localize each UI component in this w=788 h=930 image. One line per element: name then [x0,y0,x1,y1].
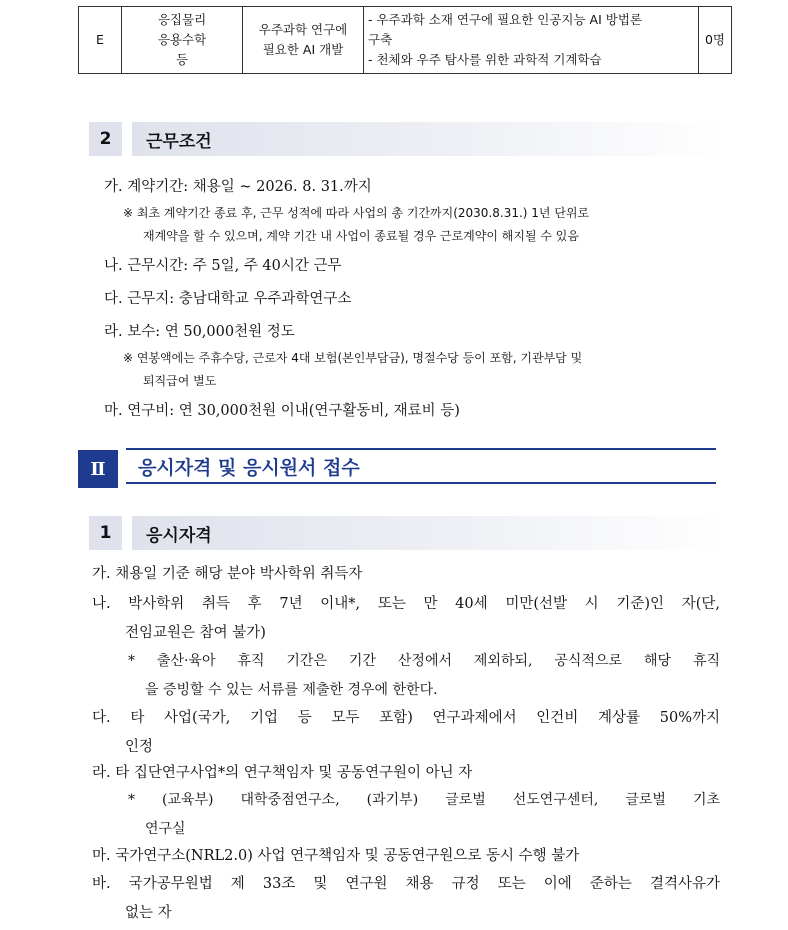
eligibility-item-text: 없는 자 [125,905,172,921]
field-line: 등 [175,52,189,67]
work-location: 다. 근무지: 충남대학교 우주과학연구소 [104,291,352,307]
section-header-eligibility [89,516,728,550]
eligibility-note-text: * 출산·육아 휴직 기간은 기간 산정에서 제외하되, 공식적으로 해당 휴직 [128,653,720,669]
chapter-header-eligibility [78,448,718,490]
salary: 라. 보수: 연 50,000천원 정도 [104,324,295,340]
eligibility-item [92,560,720,589]
eligibility-note-text: 을 증빙할 수 있는 서류를 제출한 경우에 한한다. [145,682,438,698]
duty-line: 필요한 AI 개발 [262,42,344,57]
working-hours: 나. 근무시간: 주 5일, 주 40시간 근무 [104,258,342,274]
eligibility-note [128,786,720,844]
duty-cell [243,7,364,74]
chapter-title: 응시자격 및 응시원서 접수 [126,448,716,484]
count-cell: 0명 [699,7,732,74]
contract-note-line: ※ 최초 계약기간 종료 후, 근무 성적에 따라 사업의 총 기간까지(2030.8.31.) 1년 단위로 [123,206,590,220]
eligibility-note-text: * (교육부) 대학중점연구소, (과기부) 글로벌 선도연구센터, 글로벌 기초 [128,792,720,808]
eligibility-item-text: 마. 국가연구소(NRL2.0) 사업 연구책임자 및 공동연구원으로 동시 수행 불가 [92,848,580,864]
position-table [78,6,732,74]
eligibility-note-text: 연구실 [145,821,186,837]
section-number: 2 [89,122,122,156]
eligibility-item [92,842,720,871]
eligibility-item-text: 가. 채용일 기준 해당 분야 박사학위 취득자 [92,566,363,582]
detail-line: 구축 [368,32,393,47]
eligibility-item-text: 나. 박사학위 취득 후 7년 이내*, 또는 만 40세 미만(선발 시 기준)인 자(단, [92,596,720,612]
grade-cell: E [79,7,122,74]
contract-note-line: 재계약을 할 수 있으며, 계약 기간 내 사업이 종료될 경우 근로계약이 해지될 수 있음 [143,229,579,243]
eligibility-item-text: 라. 타 집단연구사업*의 연구책임자 및 공동연구원이 아닌 자 [92,765,473,781]
eligibility-item [92,704,720,762]
section-title: 근무조건 [132,122,728,156]
field-line: 응집물리 [157,12,207,27]
eligibility-note [128,647,720,705]
section-title: 응시자격 [132,516,728,550]
section-number: 1 [89,516,122,550]
detail-cell [364,7,699,74]
duty-line: 우주과학 연구에 [258,22,348,37]
research-fund: 마. 연구비: 연 30,000천원 이내(연구활동비, 재료비 등) [104,403,460,419]
section-header-working-conditions [89,122,728,156]
eligibility-item-text: 다. 타 사업(국가, 기업 등 모두 포함) 연구과제에서 인건비 계상률 50%까지 [92,710,720,726]
detail-line: - 우주과학 소재 연구에 필요한 인공지능 AI 방법론 [368,12,642,27]
contract-period: 가. 계약기간: 채용일 ~ 2026. 8. 31.까지 [104,179,372,195]
table-row [79,7,732,74]
eligibility-item-text: 바. 국가공무원법 제 33조 및 연구원 채용 규정 또는 이에 준하는 결격사유가 [92,876,720,892]
salary-note-line: ※ 연봉액에는 주휴수당, 근로자 4대 보험(본인부담금), 명절수당 등이 포함, 기관부담 및 [123,351,583,365]
eligibility-item [92,870,720,928]
eligibility-item [92,590,720,648]
salary-note-line: 퇴직급여 별도 [143,374,217,388]
eligibility-item-text: 전임교원은 참여 불가) [125,625,266,641]
chapter-number: Ⅱ [78,450,118,488]
field-cell [122,7,243,74]
field-line: 응용수학 [157,32,207,47]
eligibility-item [92,759,720,788]
detail-line: - 천체와 우주 탐사를 위한 과학적 기계학습 [368,52,602,67]
eligibility-item-text: 인정 [125,739,154,755]
